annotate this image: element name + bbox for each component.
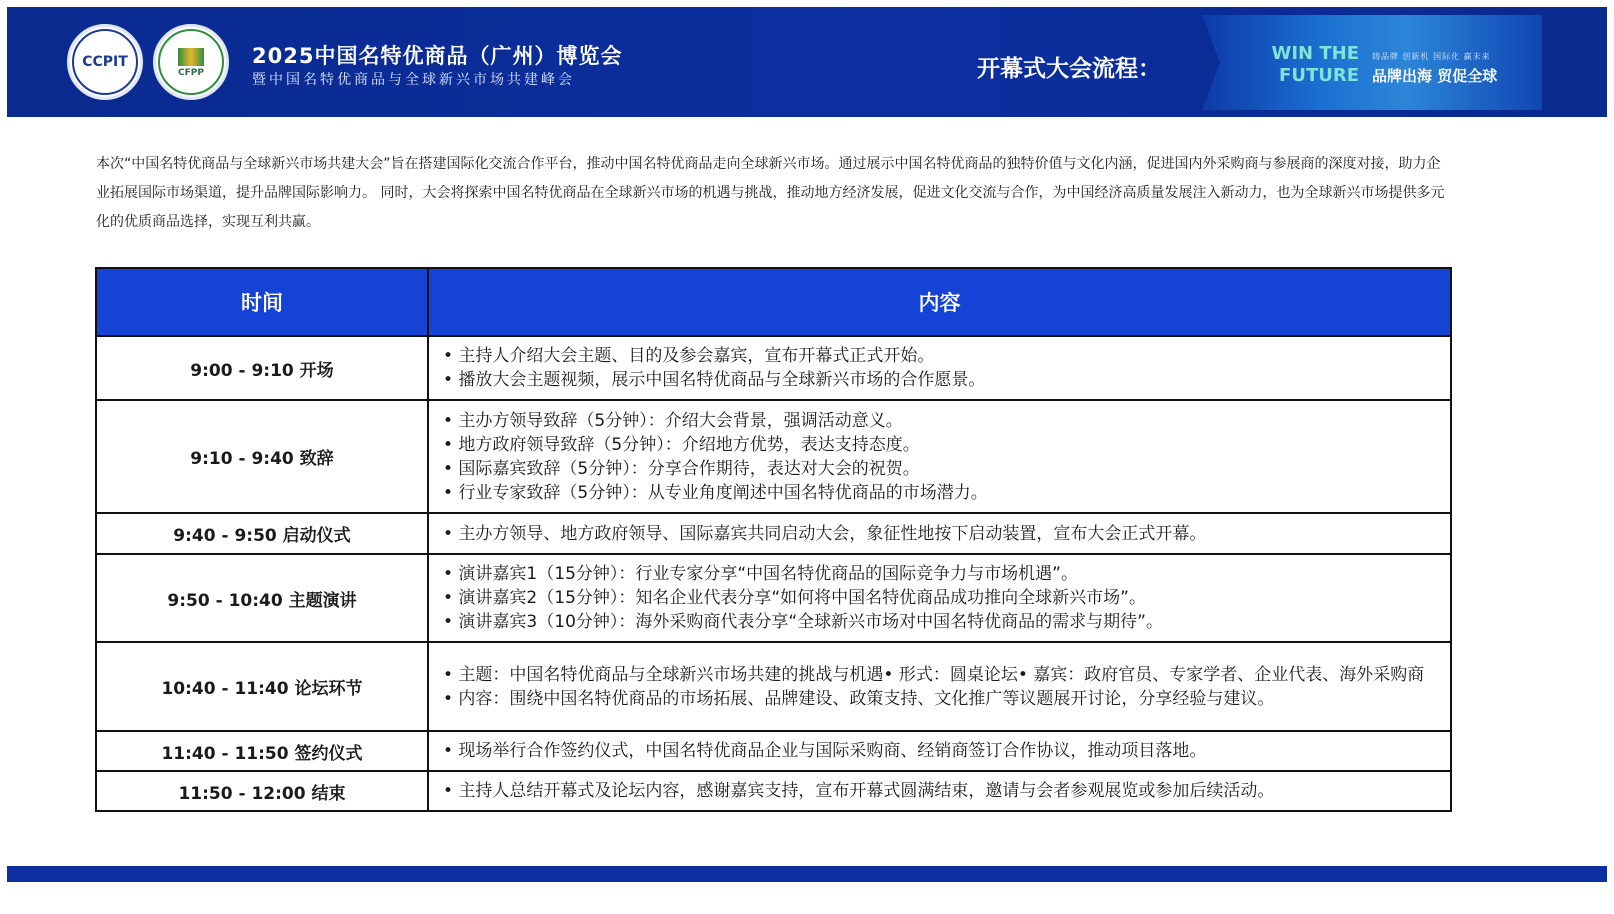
table-row <box>96 513 1451 554</box>
row-time: 11:50 - 12:00 结束 <box>96 771 428 811</box>
row-content <box>428 400 1451 513</box>
row-time: 9:50 - 10:40 主题演讲 <box>96 554 428 642</box>
cfpp-logo-text: CFPP <box>178 68 204 78</box>
row-content <box>428 513 1451 554</box>
ccpit-logo-text: CCPIT <box>72 29 138 95</box>
content-line: • 内容：围绕中国名特优商品的市场拓展、品牌建设、政策支持、文化推广等议题展开讨论，分享经验与建议。 <box>443 688 1275 709</box>
row-time: 11:40 - 11:50 签约仪式 <box>96 731 428 771</box>
banner-tagline <box>1372 51 1497 86</box>
event-title-line2: 暨中国名特优商品与全球新兴市场共建峰会 <box>252 72 575 88</box>
content-line: • 行业专家致辞（5分钟）：从专业角度阐述中国名特优商品的市场潜力。 <box>443 482 988 503</box>
content-line: • 主办方领导、地方政府领导、国际嘉宾共同启动大会，象征性地按下启动装置，宣布大会正式开幕。 <box>443 523 1207 544</box>
content-line: • 主办方领导致辞（5分钟）：介绍大会背景，强调活动意义。 <box>443 410 903 431</box>
row-content <box>428 771 1451 811</box>
col-header-content: 内容 <box>428 268 1451 336</box>
flow-title: 开幕式大会流程： <box>977 56 1161 82</box>
table-row <box>96 400 1451 513</box>
intro-paragraph: 本次“中国名特优商品与全球新兴市场共建大会”旨在搭建国际化交流合作平台，推动中国名特优商品走向全球新兴市场。通过展示中国名特优商品的独特价值与文化内涵，促进国内外采购商与参展商的深度对接，助力企业拓展国际市场渠道，提升品牌国际影响力。 同时，大会将探索中国名特优商品在全球新兴市场的机遇与挑战，推动地方经济发展，促进文化交流与合作，为中国经济高质量发展注入新动力，也为全球新兴市场提供多元化的优质商品选择，实现互利共赢。 <box>96 156 1445 230</box>
row-content <box>428 336 1451 400</box>
cfpp-logo <box>153 24 229 100</box>
ccpit-logo <box>67 24 143 100</box>
row-content <box>428 642 1451 731</box>
win-line1: WIN THE <box>1271 43 1359 64</box>
row-time: 10:40 - 11:40 论坛环节 <box>96 642 428 731</box>
banner-big-text: 品牌出海 贸促全球 <box>1372 67 1498 85</box>
cfpp-logo-mark <box>178 48 204 66</box>
header-banner <box>7 7 1607 117</box>
win-line2: FUTURE <box>1279 65 1359 86</box>
content-line: • 地方政府领导致辞（5分钟）：介绍地方优势，表达支持态度。 <box>443 434 920 455</box>
content-line: • 主持人介绍大会主题、目的及参会嘉宾，宣布开幕式正式开始。 <box>443 346 935 366</box>
content-line: • 演讲嘉宾2（15分钟）：知名企业代表分享“如何将中国名特优商品成功推向全球新兴市场”。 <box>443 588 1146 608</box>
table-header-row <box>96 268 1451 336</box>
event-title <box>252 43 622 91</box>
content-line: • 演讲嘉宾3（10分钟）：海外采购商代表分享“全球新兴市场对中国名特优商品的需求与期待”。 <box>443 612 1163 632</box>
row-time: 9:10 - 9:40 致辞 <box>96 400 428 513</box>
content-line: • 现场举行合作签约仪式，中国名特优商品企业与国际采购商、经销商签订合作协议，推动项目落地。 <box>443 741 1207 761</box>
row-time: 9:40 - 9:50 启动仪式 <box>96 513 428 554</box>
content-line: • 主题：中国名特优商品与全球新兴市场共建的挑战与机遇• 形式：圆桌论坛• 嘉宾：政府官员、专家学者、企业代表、海外采购商 <box>443 664 1425 685</box>
table-row <box>96 554 1451 642</box>
row-time: 9:00 - 9:10 开场 <box>96 336 428 400</box>
content-line: • 主持人总结开幕式及论坛内容，感谢嘉宾支持，宣布开幕式圆满结束，邀请与会者参观展览或参加后续活动。 <box>443 781 1275 801</box>
table-row <box>96 731 1451 771</box>
schedule-table <box>95 267 1452 812</box>
event-title-line1: 2025中国名特优商品（广州）博览会 <box>252 44 623 68</box>
table-row <box>96 642 1451 731</box>
col-header-time: 时间 <box>96 268 428 336</box>
win-the-future-text <box>1264 43 1359 87</box>
table-row <box>96 771 1451 811</box>
content-line: • 播放大会主题视频，展示中国名特优商品与全球新兴市场的合作愿景。 <box>443 370 986 390</box>
footer-bar <box>7 866 1607 882</box>
row-content <box>428 731 1451 771</box>
row-content <box>428 554 1451 642</box>
table-row <box>96 336 1451 400</box>
content-line: • 国际嘉宾致辞（5分钟）：分享合作期待，表达对大会的祝贺。 <box>443 458 920 479</box>
banner-small-text: 铸品牌 创新机 国际化 赢未来 <box>1372 52 1491 61</box>
content-line: • 演讲嘉宾1（15分钟）：行业专家分享“中国名特优商品的国际竞争力与市场机遇”。 <box>443 564 1078 584</box>
